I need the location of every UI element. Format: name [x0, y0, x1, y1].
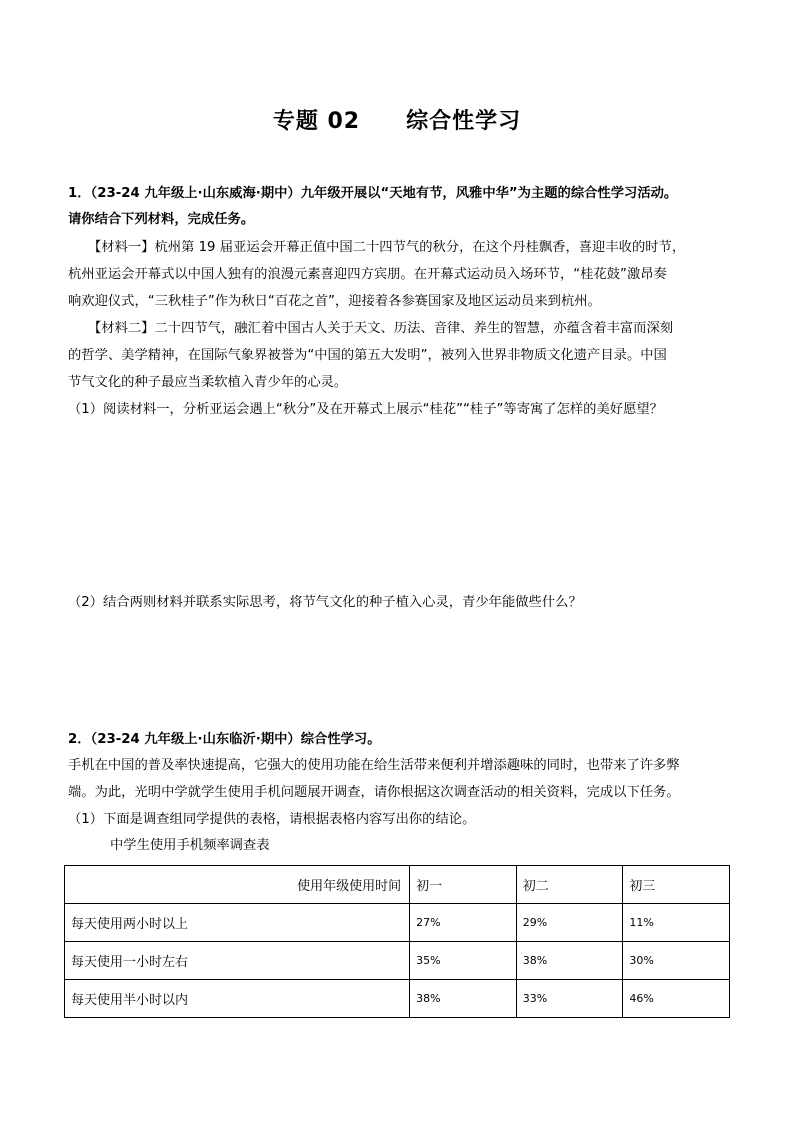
table-cell: 46% [623, 980, 730, 1018]
title-topic: 专题 02 [272, 109, 361, 134]
q2-subquestion-1: （1）下面是调查组同学提供的表格，请根据表格内容写出你的结论。 [68, 812, 476, 827]
table-row-label: 每天使用一小时左右 [65, 942, 410, 980]
table-row [65, 942, 730, 980]
table-row [65, 904, 730, 942]
table-header-row [65, 866, 730, 904]
page-title [0, 104, 794, 135]
table-col-header: 初一 [410, 866, 517, 904]
q1-subquestion-1: （1）阅读材料一，分析亚运会遇上“秋分”及在开幕式上展示“桂花”“桂子”等寄寓了怎样的美好愿望？ [68, 402, 663, 417]
table-row-label: 每天使用两小时以上 [65, 904, 410, 942]
q1-material1-line1: 【材料一】杭州第 19 届亚运会开幕正值中国二十四节气的秋分，在这个丹桂飘香，喜迎丰收的时节， [88, 240, 686, 255]
table-cell: 33% [516, 980, 623, 1018]
q2-paragraph-line2: 端。为此，光明中学就学生使用手机问题展开调查，请你根据这次调查活动的相关资料，完成以下任务。 [68, 785, 680, 800]
table-cell: 27% [410, 904, 517, 942]
title-name: 综合性学习 [406, 109, 522, 134]
q1-material2-line1: 【材料二】二十四节气，融汇着中国古人关于天文、历法、音律、养生的智慧，亦蕴含着丰富而深刻 [88, 321, 674, 336]
table-cell: 30% [623, 942, 730, 980]
q2-heading: 2．（23-24 九年级上·山东临沂·期中）综合性学习。 [68, 732, 381, 747]
table-cell: 35% [410, 942, 517, 980]
table-cell: 38% [410, 980, 517, 1018]
q1-material1-line2: 杭州亚运会开幕式以中国人独有的浪漫元素喜迎四方宾朋。在开幕式运动员入场环节，“桂花鼓”激昂奏 [68, 267, 667, 282]
table-caption: 中学生使用手机频率调查表 [110, 838, 270, 853]
table-cell: 29% [516, 904, 623, 942]
q1-subquestion-2: （2）结合两则材料并联系实际思考，将节气文化的种子植入心灵，青少年能做些什么？ [68, 595, 582, 610]
table-cell: 11% [623, 904, 730, 942]
q1-heading: 1．（23-24 九年级上·山东威海·期中）九年级开展以“天地有节，风雅中华”为主题的综合性学习活动。 [68, 186, 678, 201]
q1-material2-line3: 节气文化的种子最应当柔软植入青少年的心灵。 [68, 375, 348, 390]
q1-material2-line2: 的哲学、美学精神，在国际气象界被誉为“中国的第五大发明”，被列入世界非物质文化遗产目录。中国 [68, 348, 667, 363]
survey-table [64, 865, 730, 1018]
table-corner-cell: 使用年级使用时间 [65, 866, 410, 904]
table-cell: 38% [516, 942, 623, 980]
table-col-header: 初二 [516, 866, 623, 904]
q2-paragraph-line1: 手机在中国的普及率快速提高，它强大的使用功能在给生活带来便利并增添趣味的同时，也带来了许多弊 [68, 758, 680, 773]
table-row [65, 980, 730, 1018]
table-col-header: 初三 [623, 866, 730, 904]
q1-material1-line3: 响欢迎仪式，“三秋桂子”作为秋日“百花之首”，迎接着各参赛国家及地区运动员来到杭州。 [68, 294, 601, 309]
table-row-label: 每天使用半小时以内 [65, 980, 410, 1018]
q1-heading-cont: 请你结合下列材料，完成任务。 [68, 212, 255, 227]
